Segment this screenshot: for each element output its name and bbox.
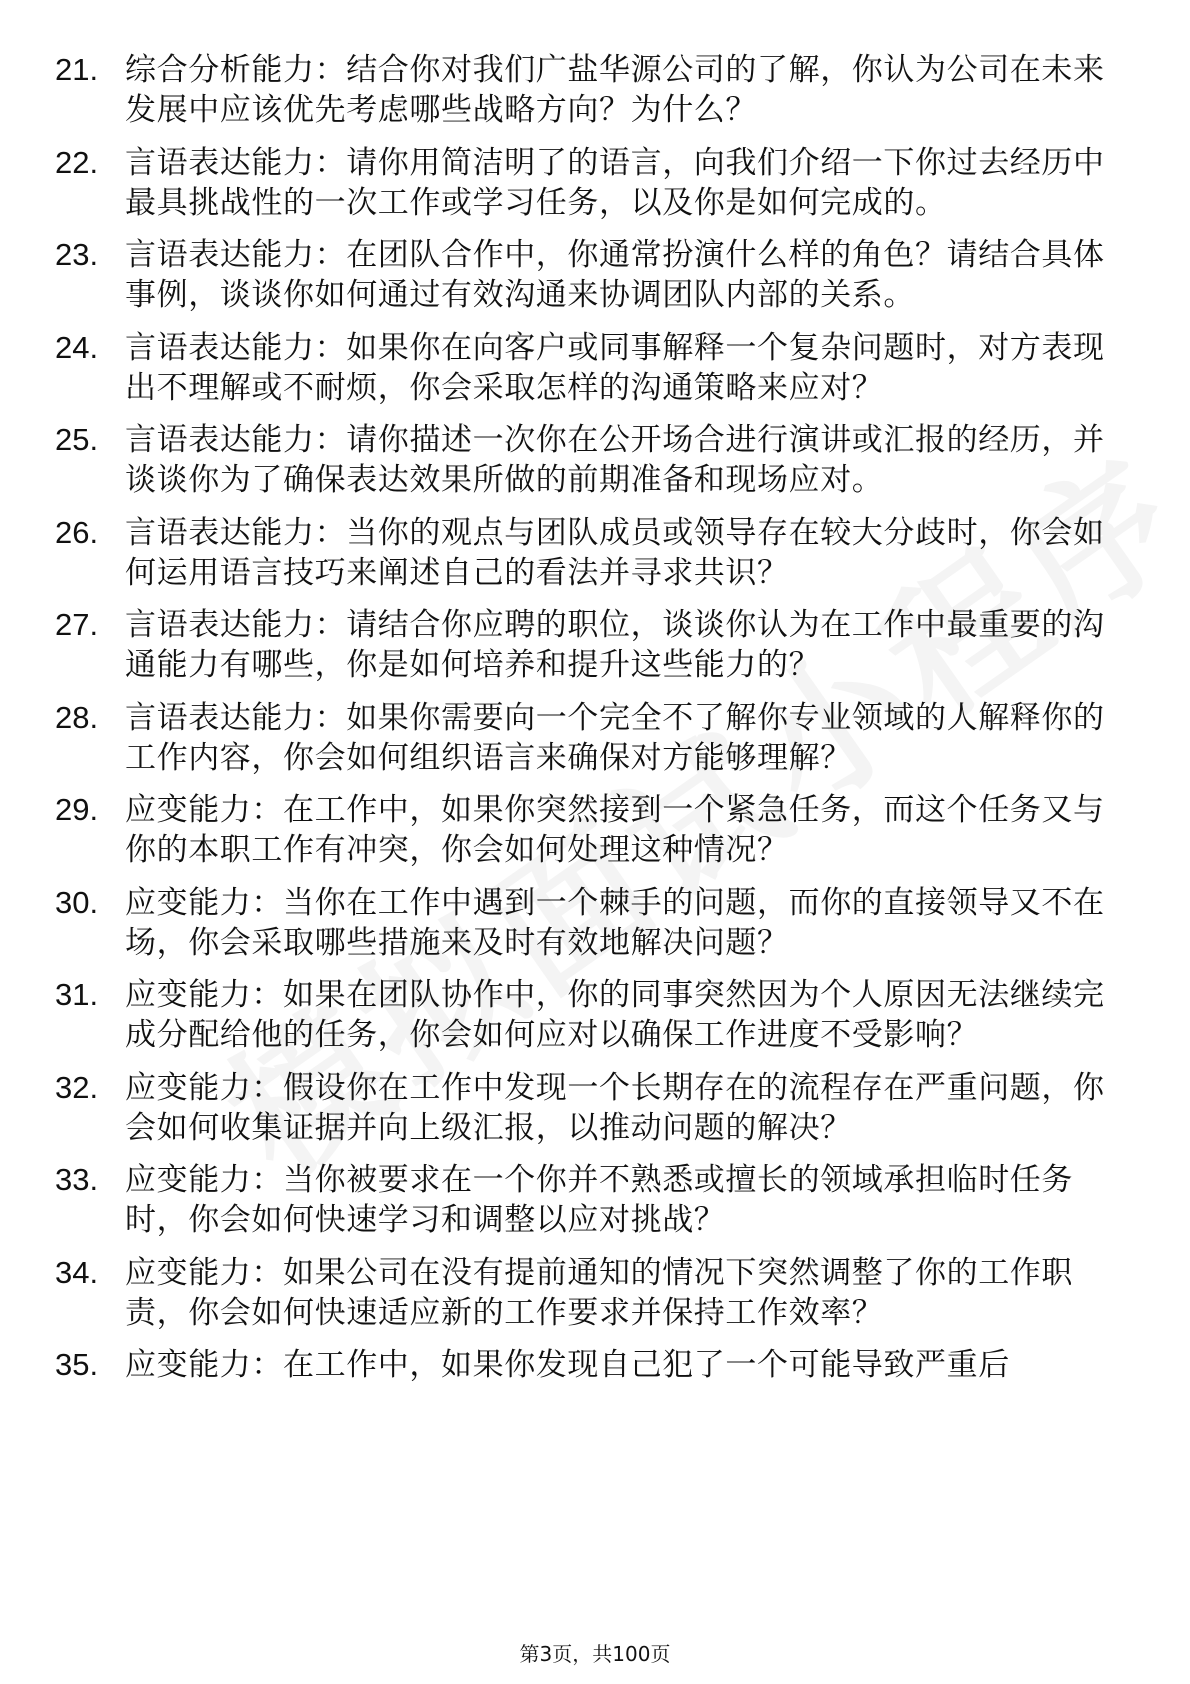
question-text: 应变能力：当你在工作中遇到一个棘手的问题，而你的直接领导又不在场，你会采取哪些措施来及时有效地解决问题？ xyxy=(125,884,1105,961)
question-number: 26. xyxy=(55,514,99,550)
question-item xyxy=(55,1160,1125,1240)
question-text: 言语表达能力：当你的观点与团队成员或领导存在较大分歧时，你会如何运用语言技巧来阐述自己的看法并寻求共识？ xyxy=(125,514,1105,591)
question-number: 21. xyxy=(55,52,99,87)
question-item xyxy=(55,698,1125,778)
question-text: 应变能力：如果公司在没有提前通知的情况下突然调整了你的工作职责，你会如何快速适应新的工作要求并保持工作效率？ xyxy=(125,1254,1073,1331)
question-item xyxy=(55,328,1125,408)
question-number: 23. xyxy=(55,237,99,272)
question-text: 言语表达能力：如果你需要向一个完全不了解你专业领域的人解释你的工作内容，你会如何组织语言来确保对方能够理解？ xyxy=(125,699,1105,776)
question-list xyxy=(55,50,1125,1398)
question-text: 应变能力：如果在团队协作中，你的同事突然因为个人原因无法继续完成分配给他的任务，你会如何应对以确保工作进度不受影响？ xyxy=(125,977,1105,1053)
question-item xyxy=(55,420,1125,500)
question-number: 28. xyxy=(55,699,99,735)
question-text: 言语表达能力：请你描述一次你在公开场合进行演讲或汇报的经历，并谈谈你为了确保表达效果所做的前期准备和现场应对。 xyxy=(125,422,1105,498)
question-number: 29. xyxy=(55,792,99,827)
question-item xyxy=(55,1253,1125,1333)
question-number: 34. xyxy=(55,1254,99,1290)
question-item xyxy=(55,143,1125,223)
question-item xyxy=(55,790,1125,870)
question-item xyxy=(55,605,1125,685)
question-text: 应变能力：假设你在工作中发现一个长期存在的流程存在严重问题，你会如何收集证据并向上级汇报，以推动问题的解决？ xyxy=(125,1069,1105,1146)
question-number: 24. xyxy=(55,329,99,365)
question-item xyxy=(55,975,1125,1055)
page-footer: 第3页，共100页 xyxy=(519,1642,671,1666)
question-text: 言语表达能力：请结合你应聘的职位，谈谈你认为在工作中最重要的沟通能力有哪些，你是如何培养和提升这些能力的？ xyxy=(125,607,1105,683)
question-text: 言语表达能力：在团队合作中，你通常扮演什么样的角色？请结合具体事例，谈谈你如何通过有效沟通来协调团队内部的关系。 xyxy=(125,237,1105,313)
question-text: 应变能力：在工作中，如果你突然接到一个紧急任务，而这个任务又与你的本职工作有冲突，你会如何处理这种情况？ xyxy=(125,792,1105,868)
question-text: 综合分析能力：结合你对我们广盐华源公司的了解，你认为公司在未来发展中应该优先考虑哪些战略方向？为什么？ xyxy=(125,52,1105,128)
question-item xyxy=(55,513,1125,593)
question-text: 言语表达能力：如果你在向客户或同事解释一个复杂问题时，对方表现出不理解或不耐烦，你会采取怎样的沟通策略来应对？ xyxy=(125,329,1105,406)
question-item xyxy=(55,1345,1125,1385)
question-item xyxy=(55,883,1125,963)
question-number: 32. xyxy=(55,1069,99,1105)
question-number: 25. xyxy=(55,422,99,457)
question-item xyxy=(55,50,1125,130)
question-text: 应变能力：在工作中，如果你发现自己犯了一个可能导致严重后 xyxy=(125,1347,1010,1383)
question-number: 30. xyxy=(55,884,99,920)
question-text: 言语表达能力：请你用简洁明了的语言，向我们介绍一下你过去经历中最具挑战性的一次工作或学习任务，以及你是如何完成的。 xyxy=(125,144,1105,221)
question-number: 31. xyxy=(55,977,99,1012)
question-item xyxy=(55,235,1125,315)
question-number: 22. xyxy=(55,144,99,180)
question-item xyxy=(55,1068,1125,1148)
question-number: 35. xyxy=(55,1347,99,1382)
question-number: 33. xyxy=(55,1162,99,1197)
question-number: 27. xyxy=(55,607,99,642)
question-text: 应变能力：当你被要求在一个你并不熟悉或擅长的领域承担临时任务时，你会如何快速学习和调整以应对挑战？ xyxy=(125,1162,1073,1238)
